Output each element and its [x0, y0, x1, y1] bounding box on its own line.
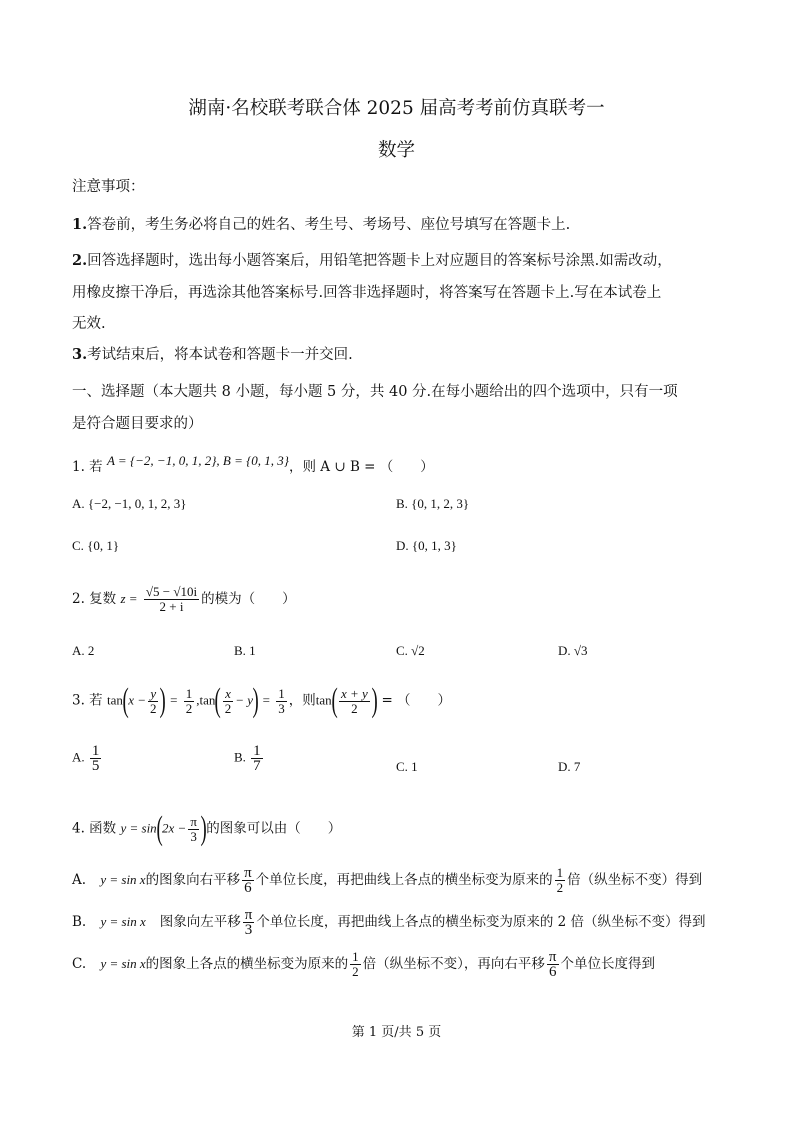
q4-b-three: 3 — [244, 922, 253, 938]
q2-fraction — [144, 585, 199, 614]
q4-a-pi-over-6 — [242, 866, 254, 895]
q3-half-num: 1 — [185, 685, 193, 701]
q4-pi: π — [190, 813, 197, 829]
q3-b-den: 7 — [253, 758, 261, 774]
q3-option-a-frac — [90, 744, 102, 773]
q3-y: y — [150, 685, 157, 701]
q4-b-label: B. — [72, 914, 87, 930]
q4-c-six: 6 — [548, 964, 557, 980]
q4-b-t2: 个单位长度，再把曲线上各点的横坐标变为原来的 2 倍（纵坐标不变）得到 — [256, 914, 706, 930]
note-1 — [72, 214, 570, 236]
q3-option-a-label: A. — [72, 749, 85, 765]
question-3 — [72, 684, 451, 718]
q4-c-pi-over-6 — [547, 950, 559, 979]
q3-two-c: 2 — [351, 700, 358, 716]
q3-option-a — [72, 744, 103, 773]
left-paren: ( — [214, 682, 222, 719]
q3-tan-3: tan — [315, 692, 332, 708]
q4-a-t1: 的图象向右平移 — [145, 872, 241, 888]
q3-one-third — [276, 687, 287, 716]
q3-x-over-2 — [223, 687, 234, 716]
q3-two: 2 — [149, 700, 157, 716]
note-3-number: 3. — [72, 346, 88, 363]
q2-denominator: 2 + i — [159, 599, 184, 614]
note-2-number: 2. — [72, 252, 88, 269]
q2-option-c: C. √2 — [396, 643, 425, 658]
q4-c-half — [350, 950, 361, 979]
q4-c-one: 1 — [352, 949, 359, 964]
q3-option-b — [234, 744, 265, 773]
q3-option-b-label: B. — [234, 749, 246, 765]
left-paren: ( — [331, 682, 338, 719]
page-footer: 第 1 页/共 5 页 — [351, 1025, 442, 1040]
q1-option-d: D. {0, 1, 3} — [396, 538, 457, 553]
section-1-line-2: 是符合题目要求的） — [72, 416, 203, 432]
left-paren: ( — [156, 810, 163, 847]
q4-a-two: 2 — [556, 880, 564, 895]
note-2-line-3: 无效. — [72, 316, 106, 332]
right-paren: ) — [200, 810, 207, 847]
q3-a-num: 1 — [91, 743, 100, 759]
q3-one-half — [184, 687, 195, 716]
q4-c-pi: π — [548, 949, 557, 965]
note-2-line-1 — [72, 250, 672, 272]
q1-option-b: B. {0, 1, 2, 3} — [396, 496, 470, 511]
q4-c-fn: y = sin x — [100, 956, 146, 971]
q3-tan-2: tan — [199, 692, 216, 708]
right-paren: ) — [371, 682, 378, 719]
q4-a-t2: 个单位长度，再把曲线上各点的横坐标变为原来的 — [255, 872, 553, 888]
q4-c-t1: 的图象上各点的横坐标变为原来的 — [145, 956, 349, 972]
q4-a-t3: 倍（纵坐标不变）得到 — [567, 872, 703, 888]
q4-tail: 的图象可以由（ ） — [206, 820, 342, 837]
q3-xy-over-2 — [339, 687, 370, 716]
q3-eq-1: = — [170, 692, 178, 708]
q3-comma: , — [196, 692, 200, 708]
note-3-text: 考试结束后，将本试卷和答题卡一并交回. — [87, 347, 353, 363]
q4-c-label: C. — [72, 956, 87, 972]
q4-lhs: y = sin — [120, 820, 157, 836]
q4-c-t2: 倍（纵坐标不变），再向右平移 — [362, 956, 545, 972]
q1-set-b: , B = {0, 1, 3} — [216, 453, 290, 468]
q4-option-c — [72, 950, 655, 979]
q3-two-b: 2 — [224, 700, 232, 716]
question-4 — [72, 812, 341, 846]
q4-three: 3 — [190, 828, 197, 844]
q4-option-a — [72, 866, 702, 895]
q3-b-num: 1 — [253, 743, 261, 759]
q3-then: ，则 — [288, 692, 316, 709]
exam-title: 湖南·名校联考联合体 2025 届高考考前仿真联考一 — [188, 98, 605, 119]
q3-option-d: D. 7 — [558, 759, 581, 774]
q3-y-over-2 — [148, 687, 159, 716]
q4-a-one: 1 — [556, 865, 564, 880]
notes-heading: 注意事项： — [72, 179, 145, 195]
right-paren: ) — [160, 682, 167, 719]
q3-x-minus: x − — [128, 692, 146, 708]
q1-number: 1. 若 — [72, 459, 103, 475]
q4-a-fn: y = sin x — [100, 872, 146, 887]
q4-b-pi-over-3 — [243, 908, 255, 937]
q2-tail: 的模为（ ） — [201, 591, 296, 607]
q1-option-a: A. {−2, −1, 0, 1, 2, 3} — [72, 496, 187, 511]
note-1-number: 1. — [72, 216, 88, 233]
note-2-line-2: 用橡皮擦干净后，再选涂其他答案标号.回答非选择题时，将答案写在答题卡上.写在本试卷上 — [72, 285, 662, 301]
q4-a-six: 6 — [244, 880, 252, 896]
q3-option-c: C. 1 — [396, 759, 418, 774]
q3-tail: = （ ） — [381, 692, 452, 709]
q3-eq-2: = — [262, 692, 270, 708]
q3-option-b-frac — [251, 744, 263, 773]
q4-a-label: A. — [72, 872, 87, 888]
q4-inner: 2x − — [162, 820, 187, 836]
q3-minus-y: − y — [235, 692, 254, 708]
note-2-text-a: 回答选择题时，选出每小题答案后，用铅笔把答题卡上对应题目的答案标号涂黑.如需改动， — [87, 253, 672, 269]
q4-option-b — [72, 908, 706, 937]
q2-option-a: A. 2 — [72, 643, 95, 658]
q2-number: 2. 复数 — [72, 591, 117, 607]
q4-c-two: 2 — [352, 964, 359, 979]
exam-subject: 数学 — [377, 140, 415, 161]
q2-lhs: z = — [120, 591, 138, 606]
q4-number: 4. 函数 — [72, 820, 117, 837]
q3-third-num: 1 — [278, 685, 285, 701]
q4-b-pi: π — [244, 907, 253, 923]
q1-set-a: A = {−2, −1, 0, 1, 2} — [106, 453, 217, 468]
q3-tan-1: tan — [106, 692, 123, 708]
section-1-line-1: 一、选择题（本大题共 8 小题，每小题 5 分，共 40 分.在每小题给出的四个选项中，只有一项 — [72, 384, 678, 400]
left-paren: ( — [122, 682, 129, 719]
q4-c-t3: 个单位长度得到 — [560, 956, 655, 972]
q3-number: 3. 若 — [72, 692, 103, 709]
q3-x: x — [225, 685, 231, 701]
q4-a-half — [555, 866, 566, 895]
note-3 — [72, 344, 353, 366]
q2-option-b: B. 1 — [234, 643, 256, 658]
q4-a-pi: π — [244, 865, 252, 881]
question-2 — [72, 585, 296, 614]
q4-b-t1: 图象向左平移 — [159, 914, 241, 930]
q1-option-c: C. {0, 1} — [72, 538, 120, 553]
q3-third-den: 3 — [278, 700, 285, 716]
q3-xy: x + y — [341, 685, 368, 701]
q4-pi-over-3 — [188, 815, 199, 844]
q4-b-fn: y = sin x — [100, 914, 146, 929]
note-1-text: 答卷前，考生务必将自己的姓名、考生号、考场号、座位号填写在答题卡上. — [87, 217, 571, 233]
question-1 — [72, 453, 434, 478]
q3-a-den: 5 — [91, 758, 100, 774]
q3-half-den: 2 — [185, 700, 193, 716]
right-paren: ) — [252, 682, 259, 719]
q2-numerator: √5 − √10i — [145, 584, 198, 599]
q1-tail: ，则 A ∪ B = （ ） — [289, 459, 434, 475]
q2-option-d: D. √3 — [558, 643, 588, 658]
